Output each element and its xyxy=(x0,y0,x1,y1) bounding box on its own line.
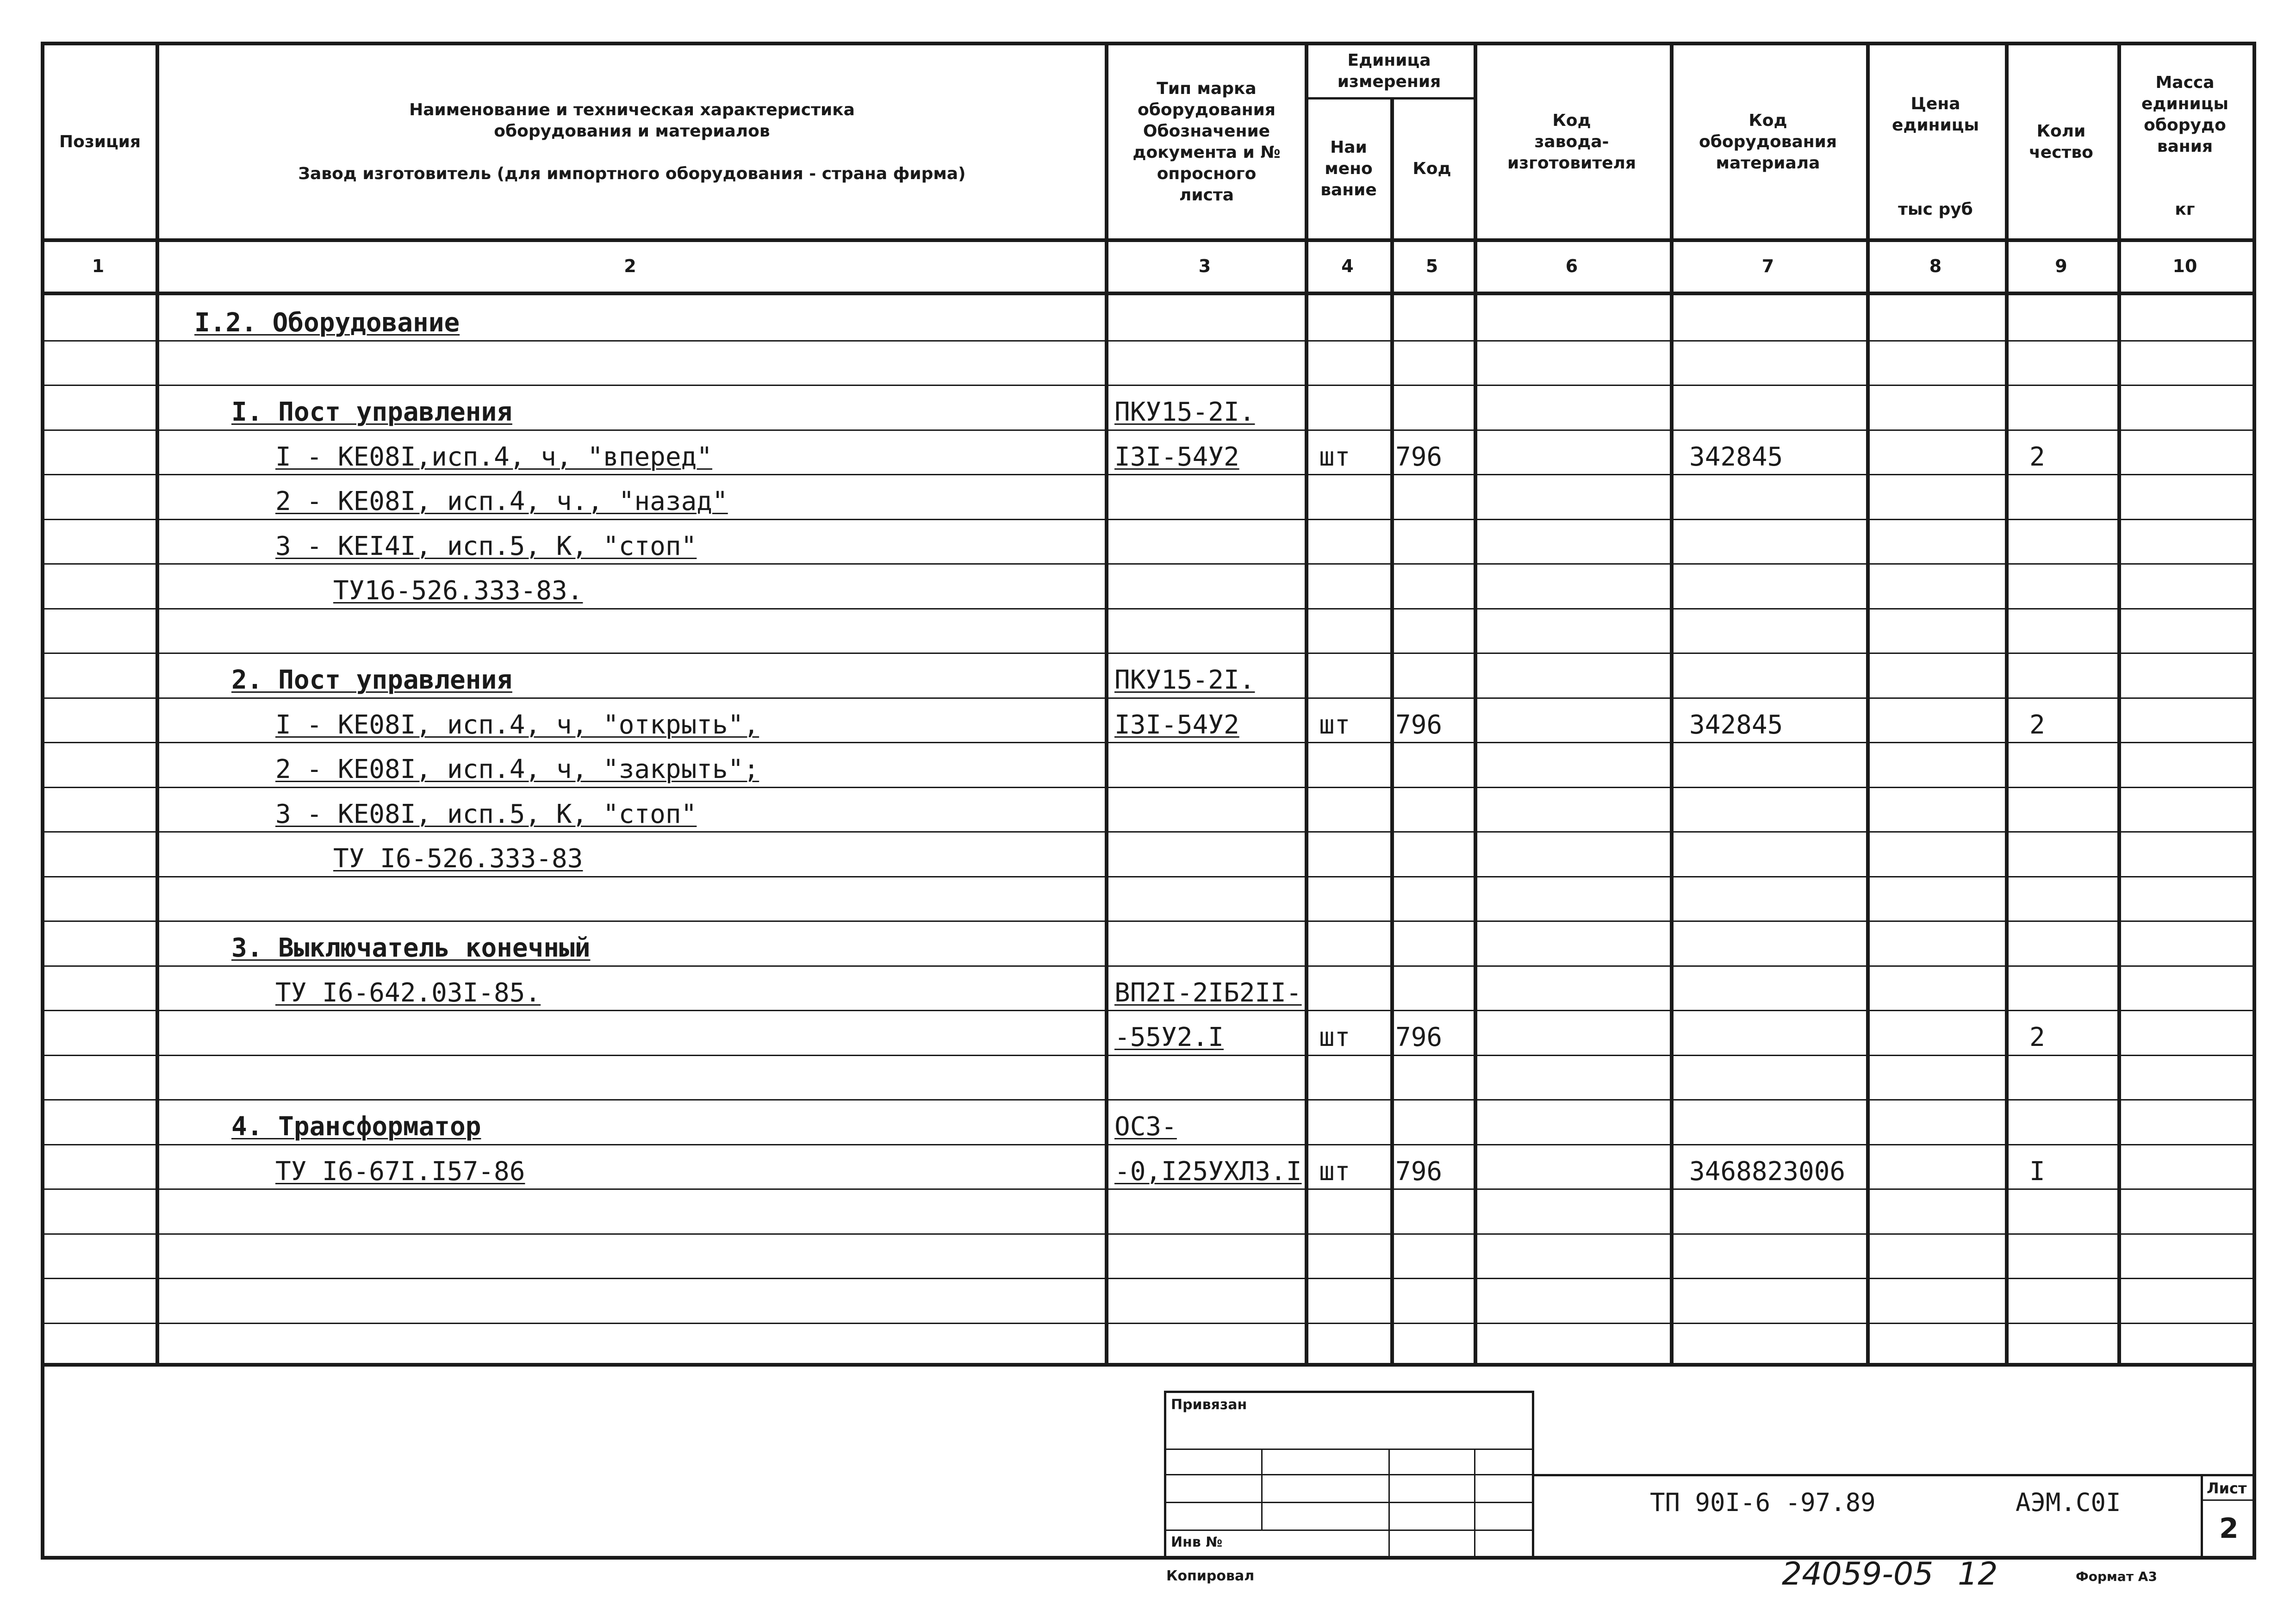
row-equip: 3468823006 xyxy=(1689,1156,1846,1187)
row-type: -0,I25УХЛЗ.I xyxy=(1114,1156,1302,1187)
header-line: завода- xyxy=(1534,132,1609,151)
row-unit: шт xyxy=(1319,442,1350,472)
header-price-unit: тыс руб xyxy=(1898,200,1973,219)
row-divider xyxy=(41,742,2256,743)
row-name: I. Пост управления xyxy=(231,397,512,427)
header-mass-unit: кг xyxy=(2175,200,2195,219)
header-line: оборудования xyxy=(1138,100,1276,119)
row-name: 3 - КЕ08I, исп.5, К, "стоп" xyxy=(275,799,697,829)
row-divider xyxy=(41,787,2256,788)
row-divider xyxy=(41,965,2256,967)
header-line: Масса xyxy=(2155,73,2215,92)
row-name: 3. Выключатель конечный xyxy=(231,933,591,963)
header-price xyxy=(1866,45,2005,184)
row-divider xyxy=(41,1233,2256,1235)
row-name: 2 - КЕ08I, исп.4, ч, "закрыть"; xyxy=(275,754,759,784)
row-code: 796 xyxy=(1395,1022,1443,1052)
stamp-row-line-3 xyxy=(1164,1502,1534,1503)
row-divider xyxy=(41,519,2256,520)
frame-right-border xyxy=(2252,42,2256,1560)
stamp-sheet-number: 2 xyxy=(2219,1512,2239,1545)
stamp-col-line-2 xyxy=(1388,1449,1390,1556)
row-name: ТУ I6-67I.I57-86 xyxy=(275,1156,525,1187)
header-name xyxy=(159,45,1105,238)
row-divider xyxy=(41,831,2256,833)
header-line: Тип марка xyxy=(1157,79,1257,98)
row-divider xyxy=(41,474,2256,475)
column-number: 4 xyxy=(1341,256,1354,276)
stamp-main-row-line xyxy=(1532,1474,2256,1476)
column-divider xyxy=(1474,42,1477,1367)
column-number: 6 xyxy=(1565,256,1578,276)
column-number: 8 xyxy=(1929,256,1942,276)
row-type: ПКУ15-2I. xyxy=(1114,665,1255,695)
row-name: I - КЕ08I, исп.4, ч, "открыть", xyxy=(275,709,759,740)
header-position: Позиция xyxy=(59,132,141,151)
row-divider xyxy=(41,876,2256,877)
row-type: -55У2.I xyxy=(1114,1022,1224,1052)
header-line: документа и № xyxy=(1132,143,1281,162)
header-line: Обозначение xyxy=(1143,121,1270,141)
header-line: изготовителя xyxy=(1507,153,1636,173)
row-unit: шт xyxy=(1319,709,1350,740)
column-number-divider xyxy=(41,292,2256,295)
row-type: I3I-54У2 xyxy=(1114,442,1239,472)
stamp-row-line-2 xyxy=(1164,1474,1534,1475)
header-line: Наименование и техническая характеристика xyxy=(409,100,855,119)
row-divider xyxy=(41,653,2256,654)
column-divider xyxy=(1305,42,1308,1367)
row-divider xyxy=(41,340,2256,342)
row-code: 796 xyxy=(1395,709,1443,740)
row-type: ПКУ15-2I. xyxy=(1114,397,1255,427)
handwritten-number: 24059-05 xyxy=(1782,1556,1934,1592)
row-qty: I xyxy=(2029,1156,2045,1187)
row-equip: 342845 xyxy=(1689,709,1783,740)
row-divider xyxy=(41,1278,2256,1279)
header-line: материала xyxy=(1716,153,1820,173)
stamp-document-code: ТП 90I-6 -97.89 xyxy=(1650,1488,1876,1517)
column-divider xyxy=(1866,42,1870,1367)
column-number: 5 xyxy=(1425,256,1438,276)
row-divider xyxy=(41,1010,2256,1011)
stamp-top-border xyxy=(1164,1391,1534,1393)
row-divider xyxy=(41,1188,2256,1190)
header-line: Завод изготовитель (для импортного оборудования - страна фирма) xyxy=(298,164,966,183)
row-qty: 2 xyxy=(2029,1022,2045,1052)
header-line: Код xyxy=(1748,111,1787,130)
column-number: 3 xyxy=(1198,256,1211,276)
row-unit: шт xyxy=(1319,1022,1350,1052)
stamp-col-line-3 xyxy=(1474,1449,1475,1556)
header-line: листа xyxy=(1179,185,1234,205)
header-line: оборудования xyxy=(1699,132,1837,151)
row-name: I.2. Оборудование xyxy=(194,308,460,338)
header-line: вание xyxy=(1320,180,1377,199)
row-qty: 2 xyxy=(2029,709,2045,740)
row-code: 796 xyxy=(1395,1156,1443,1187)
column-divider xyxy=(1670,42,1674,1367)
header-mass xyxy=(2117,45,2252,184)
header-line: оборудования и материалов xyxy=(494,121,770,141)
row-divider xyxy=(41,385,2256,386)
row-divider xyxy=(41,1055,2256,1056)
header-type xyxy=(1108,45,1305,238)
row-divider xyxy=(41,920,2256,922)
column-divider xyxy=(2117,42,2121,1367)
row-unit: шт xyxy=(1319,1156,1350,1187)
copied-label: Копировал xyxy=(1166,1568,1255,1584)
column-divider xyxy=(156,42,159,1367)
header-line: мено xyxy=(1325,159,1373,178)
header-line: Коли xyxy=(2036,121,2086,141)
row-divider xyxy=(41,1099,2256,1101)
row-divider xyxy=(41,429,2256,431)
stamp-sheet-box-line xyxy=(2201,1499,2256,1501)
header-line: измерения xyxy=(1337,72,1441,91)
row-name: 4. Трансформатор xyxy=(231,1112,481,1142)
header-line: Цена xyxy=(1910,94,1960,113)
header-unit-group xyxy=(1305,45,1474,97)
row-divider xyxy=(41,608,2256,609)
header-line xyxy=(629,142,635,163)
handwritten-page: 12 xyxy=(1958,1556,1998,1592)
row-code: 796 xyxy=(1395,442,1443,472)
column-number: 10 xyxy=(2172,256,2197,276)
row-equip: 342845 xyxy=(1689,442,1783,472)
table-bottom-border xyxy=(41,1363,2256,1367)
stamp-col-line-1 xyxy=(1261,1449,1263,1530)
row-name: I - КЕ08I,исп.4, ч, "вперед" xyxy=(275,442,713,472)
stamp-inventory-label: Инв № xyxy=(1171,1534,1223,1550)
row-divider xyxy=(41,1144,2256,1145)
stamp-sheet-code: АЭМ.С0I xyxy=(2016,1488,2121,1517)
row-divider xyxy=(41,697,2256,699)
header-unit-name xyxy=(1307,99,1390,238)
header-unit-code: Код xyxy=(1412,159,1451,178)
header-line: Наи xyxy=(1330,138,1367,157)
format-label: Формат А3 xyxy=(2076,1569,2157,1584)
header-line: опросного xyxy=(1157,164,1257,183)
header-line: вания xyxy=(2157,137,2213,156)
stamp-right-border xyxy=(1532,1391,1534,1556)
header-line: оборудо xyxy=(2144,116,2226,135)
header-line: Единица xyxy=(1347,51,1431,70)
stamp-row-line-4 xyxy=(1164,1530,1534,1531)
column-divider xyxy=(1390,97,1394,1367)
row-divider xyxy=(41,1323,2256,1324)
stamp-bound-label: Привязан xyxy=(1171,1397,1247,1413)
column-number: 7 xyxy=(1761,256,1774,276)
stamp-sheet-label: Лист xyxy=(2207,1480,2247,1497)
row-name: ТУ16-526.333-83. xyxy=(333,576,583,606)
column-number: 9 xyxy=(2055,256,2067,276)
column-divider xyxy=(1105,42,1108,1367)
stamp-left-border xyxy=(1164,1391,1166,1556)
header-equipment-code xyxy=(1670,45,1866,238)
row-name: ТУ I6-526.333-83 xyxy=(333,844,583,874)
header-maker-code xyxy=(1474,45,1670,238)
row-type: I3I-54У2 xyxy=(1114,709,1239,740)
row-name: 2 - КЕ08I, исп.4, ч., "назад" xyxy=(275,486,728,516)
column-number: 2 xyxy=(624,256,636,276)
header-line: чество xyxy=(2029,143,2093,162)
row-type: ВП2I-2IБ2II- xyxy=(1114,977,1302,1008)
row-name: 3 - КЕI4I, исп.5, К, "стоп" xyxy=(275,531,697,561)
row-name: 2. Пост управления xyxy=(231,665,512,695)
stamp-sheet-box-border xyxy=(2201,1474,2203,1556)
header-line: единицы xyxy=(1892,116,1979,135)
row-name: ТУ I6-642.03I-85. xyxy=(275,977,541,1008)
column-divider xyxy=(2005,42,2009,1367)
stamp-row-line-1 xyxy=(1164,1449,1534,1450)
header-line: Код xyxy=(1552,111,1591,130)
column-number: 1 xyxy=(92,256,105,276)
frame-top-border xyxy=(41,42,2256,45)
row-qty: 2 xyxy=(2029,442,2045,472)
header-quantity xyxy=(2005,45,2117,238)
header-divider xyxy=(41,238,2256,242)
header-line: единицы xyxy=(2141,94,2229,113)
row-type: ОСЗ- xyxy=(1114,1112,1177,1142)
row-divider xyxy=(41,563,2256,565)
